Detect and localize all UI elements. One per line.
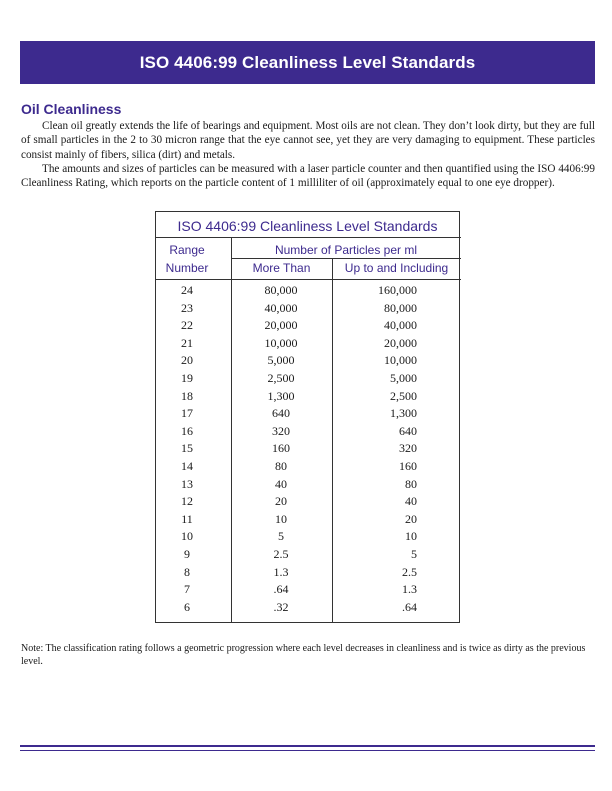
range-number: 18 (181, 388, 193, 403)
up-to-value: 80 (405, 476, 417, 491)
more-than-value: 40 (275, 476, 287, 491)
range-number: 11 (181, 511, 193, 526)
page-title: ISO 4406:99 Cleanliness Level Standards (139, 52, 476, 72)
more-than-value: 10,000 (264, 335, 298, 350)
range-number: 10 (181, 529, 193, 544)
footer-rule-thin (20, 750, 595, 751)
more-than-value: 80,000 (264, 283, 298, 297)
range-number: 17 (181, 406, 193, 421)
range-number: 6 (184, 599, 190, 614)
range-number: 20 (181, 353, 193, 368)
up-to-value: 2,500 (390, 388, 417, 403)
up-to-header: Up to and Including (344, 261, 449, 275)
range-number: 24 (181, 283, 193, 297)
up-to-value: 5,000 (390, 371, 417, 385)
up-to-value: 160,000 (378, 283, 417, 297)
body-text (21, 119, 595, 190)
range-number: 16 (181, 423, 193, 438)
more-than-value: 5,000 (267, 353, 295, 368)
more-than-header: More Than (252, 261, 311, 275)
up-to-value: 5 (411, 547, 417, 561)
range-number: 19 (181, 371, 193, 385)
page-banner (20, 41, 595, 84)
up-to-value: 80,000 (384, 300, 417, 315)
up-to-value: 1.3 (402, 582, 417, 597)
range-number: 7 (184, 582, 190, 597)
header-bottom-divider (156, 279, 461, 280)
up-to-value: 40,000 (384, 318, 417, 333)
more-than-value: 320 (272, 423, 290, 438)
range-number: 15 (181, 441, 193, 456)
table-title-divider (156, 237, 461, 238)
more-than-value: .32 (273, 599, 289, 614)
range-number: 22 (181, 318, 193, 333)
range-number: 9 (184, 547, 190, 561)
more-than-value: 1.3 (273, 564, 289, 579)
up-to-value: 20,000 (384, 335, 417, 350)
particles-header: Number of Particles per ml (274, 243, 418, 257)
table-title: ISO 4406:99 Cleanliness Level Standards (177, 218, 438, 234)
up-to-value: 20 (405, 511, 417, 526)
cleanliness-table (155, 211, 460, 623)
range-number: 21 (181, 335, 193, 350)
up-to-value: 10,000 (384, 353, 417, 368)
up-to-value: .64 (402, 599, 417, 614)
more-than-value: 640 (272, 406, 290, 421)
up-to-value: 640 (399, 423, 417, 438)
range-header-line-1: Range (169, 243, 205, 257)
particles-header-divider (231, 258, 461, 259)
up-to-value: 160 (399, 459, 417, 473)
up-to-value: 2.5 (402, 564, 417, 579)
range-header-line-2: Number (165, 261, 209, 275)
section-heading: Oil Cleanliness (21, 101, 122, 117)
paragraph-intro: Clean oil greatly extends the life of bearings and equipment. Most oils are not clean. They don’t look dirty, but they are full of small particles in the 2 to 30 micron range that the eye cannot see, yet they are very damaging to equipment. These particles consist mainly of fibers, silica (dirt) and metals. (21, 120, 595, 161)
range-number: 12 (181, 494, 193, 509)
more-than-value: 20 (275, 494, 287, 509)
up-to-value: 320 (399, 441, 417, 456)
footnote: Note: The classification rating follows a geometric progression where each level decreases in cleanliness and is twice as dirty as the previous level. (21, 643, 586, 667)
up-to-value: 1,300 (390, 406, 417, 421)
more-than-value: 10 (275, 511, 287, 526)
range-number: 14 (181, 459, 193, 473)
paragraph-measurement: The amounts and sizes of particles can be measured with a laser particle counter and then quantified using the ISO 4406:99 Cleanliness Rating, which reports on the particle content of 1 milliliter of oil (approximately equal to one eye dropper). (21, 162, 595, 190)
more-than-value: 40,000 (264, 300, 298, 315)
range-number: 23 (181, 300, 193, 315)
more-than-value: 160 (272, 441, 290, 456)
more-than-value: 5 (278, 529, 284, 544)
range-number: 13 (181, 476, 193, 491)
range-number: 8 (184, 564, 190, 579)
more-than-value: 80 (275, 459, 287, 473)
more-than-value: 1,300 (267, 388, 295, 403)
more-than-value: .64 (273, 582, 289, 597)
more-than-value: 2,500 (267, 371, 295, 385)
more-than-value: 2.5 (273, 547, 289, 561)
up-to-value: 40 (405, 494, 417, 509)
up-to-value: 10 (405, 529, 417, 544)
more-than-value: 20,000 (264, 318, 298, 333)
footer-rule (20, 745, 595, 747)
